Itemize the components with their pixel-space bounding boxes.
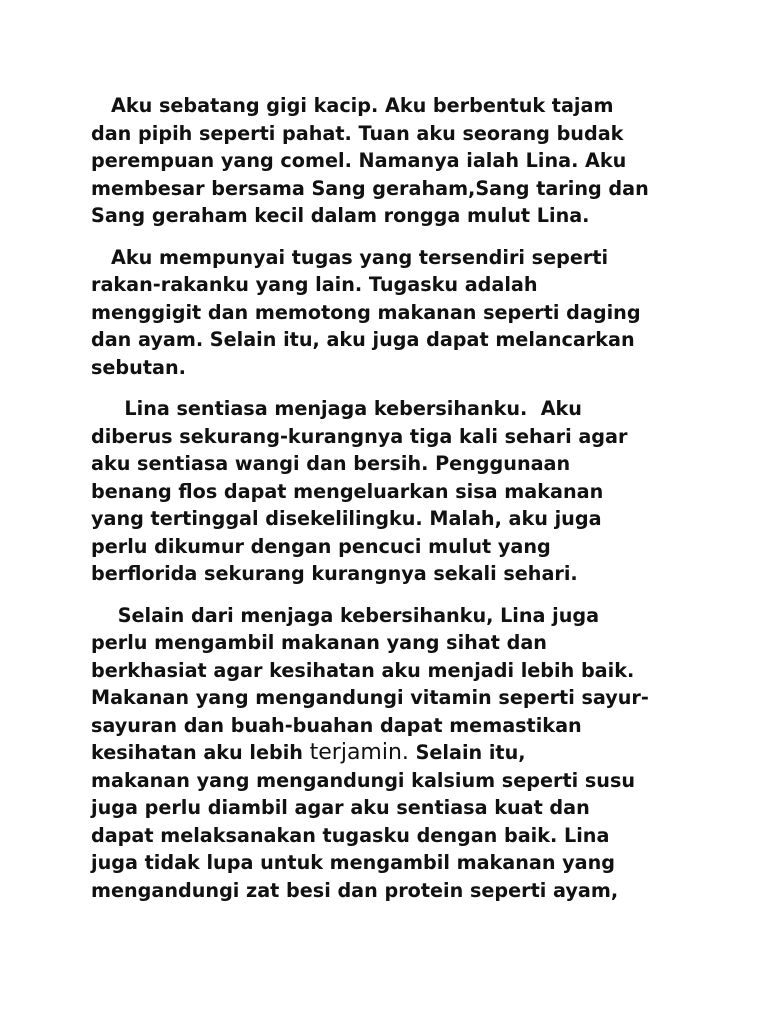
paragraph-3 <box>91 395 691 588</box>
paragraph-2 <box>91 244 691 382</box>
text-line: menggigit dan memotong makanan seperti daging <box>91 300 641 324</box>
text-line: diberus sekurang-kurangnya tiga kali sehari agar <box>91 424 628 448</box>
text-line: yang tertinggal disekelilingku. Malah, aku juga <box>91 507 602 530</box>
text-line: berkhasiat agar kesihatan aku menjadi lebih baik. <box>91 658 635 682</box>
text-line: Selain dari menjaga kebersihanku, Lina juga <box>91 603 600 627</box>
text-line: sebutan. <box>91 355 186 379</box>
text-line: juga tidak lupa untuk mengambil makanan yang <box>91 851 616 874</box>
document-body <box>91 92 691 918</box>
text-line: rakan-rakanku yang lain. Tugasku adalah <box>91 273 538 296</box>
text-line: benang flos dapat mengeluarkan sisa makanan <box>91 479 604 503</box>
text-line: dapat melaksanakan tugasku dengan baik. Lina <box>91 823 610 847</box>
text-line: membesar bersama Sang geraham,Sang taring dan <box>91 176 649 200</box>
mixed-text-line <box>91 739 691 767</box>
paragraph-1 <box>91 92 691 230</box>
text-line: Lina sentiasa menjaga kebersihanku. Aku <box>91 397 582 420</box>
text-line: sayuran dan buah-buahan dapat memastikan <box>91 713 582 737</box>
text-line: dan ayam. Selain itu, aku juga dapat melancarkan <box>91 328 635 351</box>
emphasized-word: terjamin. <box>309 740 409 765</box>
text-line: Aku mempunyai tugas yang tersendiri seperti <box>91 245 609 269</box>
text-line: Sang geraham kecil dalam rongga mulut Lina. <box>91 204 590 227</box>
text-line: juga perlu diambil agar aku sentiasa kuat dan <box>91 796 590 819</box>
text-line: mengandungi zat besi dan protein seperti ayam, <box>91 878 619 902</box>
text-line: Makanan yang mengandungi vitamin seperti sayur- <box>91 686 649 709</box>
text-line: makanan yang mengandungi kalsium seperti susu <box>91 768 636 792</box>
text-line: perlu mengambil makanan yang sihat dan <box>91 631 547 654</box>
text-line: Aku sebatang gigi kacip. Aku berbentuk tajam <box>91 94 614 117</box>
paragraph-4 <box>91 602 691 905</box>
text-line: dan pipih seperti pahat. Tuan aku seorang budak <box>91 121 624 145</box>
text-segment: kesihatan aku lebih <box>91 741 310 764</box>
text-line: perlu dikumur dengan pencuci mulut yang <box>91 534 551 558</box>
text-line: berflorida sekurang kurangnya sekali sehari. <box>91 562 578 585</box>
text-segment: Selain itu, <box>408 741 526 764</box>
text-line: aku sentiasa wangi dan bersih. Penggunaan <box>91 452 571 475</box>
text-line: perempuan yang comel. Namanya ialah Lina. Aku <box>91 149 627 172</box>
